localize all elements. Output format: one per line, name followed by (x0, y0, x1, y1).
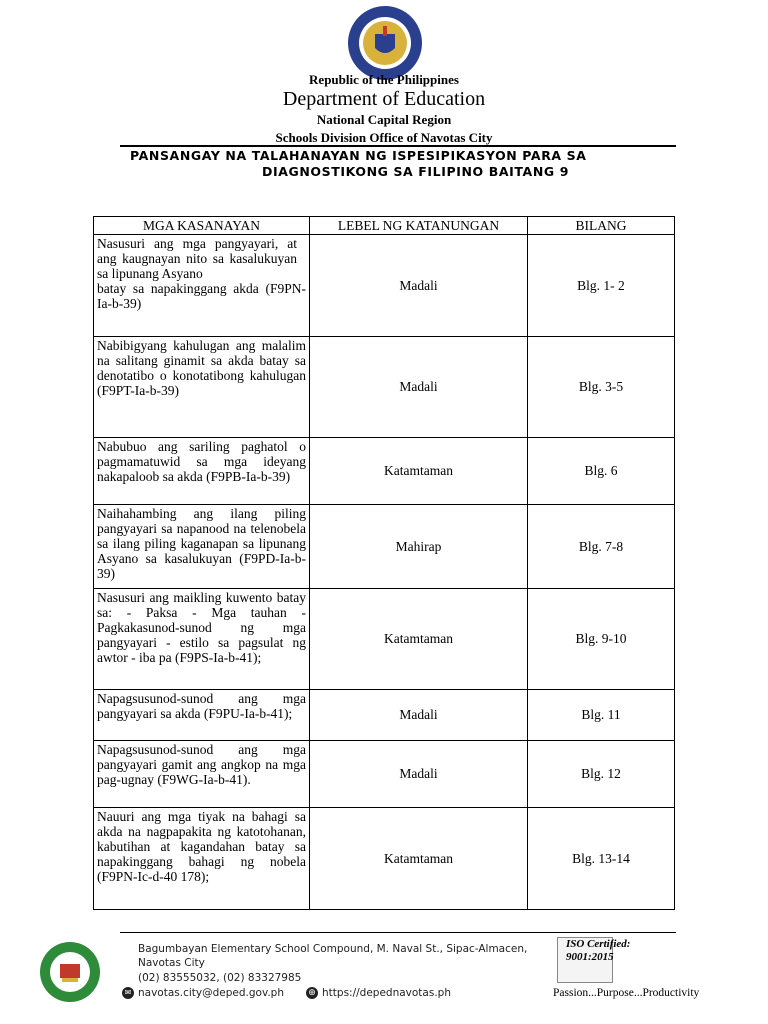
skill-cell (94, 235, 310, 337)
number-cell: Blg. 3-5 (528, 337, 675, 438)
level-cell: Madali (310, 690, 528, 741)
table-row (94, 690, 675, 741)
globe-icon: ⊕ (306, 987, 318, 999)
department-title: Department of Education (282, 88, 486, 110)
iso-certification-label: ISO Certified: 9001:2015 (566, 938, 631, 963)
skill-text-continued: batay sa napakinggang akda (F9PN-Ia-b-39) (97, 281, 306, 311)
number-cell: Blg. 13-14 (528, 808, 675, 910)
table-row (94, 505, 675, 589)
email-link[interactable]: navotas.city@deped.gov.ph (138, 987, 285, 999)
table-header-row (94, 217, 675, 235)
division-label: Schools Division Office of Navotas City (275, 130, 493, 145)
table-row (94, 235, 675, 337)
header-divider (120, 145, 676, 147)
republic-label: Republic of the Philippines (309, 72, 459, 87)
header-item-number: BILANG (528, 217, 675, 235)
level-cell: Madali (310, 337, 528, 438)
header-question-level: LEBEL NG KATANUNGAN (310, 217, 528, 235)
document-title-line2: DIAGNOSTIKONG SA FILIPINO BAITANG 9 (262, 164, 569, 179)
deped-seal (345, 4, 425, 82)
skill-text: Nasusuri ang mga pangyayari, at ang kaugnayan nito sa kasalukuyan sa lipunang Asyano (97, 236, 297, 281)
footer-divider (120, 932, 676, 933)
skill-cell: Nauuri ang mga tiyak na bahagi sa akda na nagpapakita ng katotohanan, kabutihan at kagandahan batay sa napakinggang bahagi ng nobela (F9PN-Ic-d-40 178); (94, 808, 310, 910)
level-cell: Katamtaman (310, 438, 528, 505)
number-cell: Blg. 6 (528, 438, 675, 505)
email-icon: ✉ (122, 987, 134, 999)
skill-cell: Naihahambing ang ilang piling pangyayari sa napanood na telenobela sa ilang piling kaganapan sa lipunang Asyano sa kasalukuyan (F9PD-Ia-b-39) (94, 505, 310, 589)
document-title-line1: PANSANGAY NA TALAHANAYAN NG ISPESIPIKASYON PARA SA (130, 148, 587, 163)
address-line-1: Bagumbayan Elementary School Compound, M. Naval St., Sipac-Almacen, (138, 943, 528, 955)
number-cell: Blg. 1- 2 (528, 235, 675, 337)
level-cell: Mahirap (310, 505, 528, 589)
number-cell: Blg. 9-10 (528, 589, 675, 690)
region-label: National Capital Region (316, 112, 452, 127)
level-cell: Katamtaman (310, 808, 528, 910)
number-cell: Blg. 12 (528, 741, 675, 808)
skill-cell: Nasusuri ang maikling kuwento batay sa: - Paksa - Mga tauhan - Pagkakasunod-sunod ng mga pangyayari - estilo sa pagsulat ng awtor - iba pa (F9PS-Ia-b-41); (94, 589, 310, 690)
table-row (94, 438, 675, 505)
phone-numbers: (02) 83555032, (02) 83327985 (138, 972, 302, 984)
address-line-2: Navotas City (138, 957, 205, 969)
level-cell: Katamtaman (310, 589, 528, 690)
sdo-navotas-logo (38, 940, 102, 1004)
skill-cell: Napagsusunod-sunod ang mga pangyayari sa akda (F9PU-Ia-b-41); (94, 690, 310, 741)
table-row (94, 741, 675, 808)
motto: Passion...Purpose...Productivity (553, 987, 700, 999)
skill-cell: Nabubuo ang sariling paghatol o pagmamatuwid sa mga ideyang nakapaloob sa akda (F9PB-Ia-b-39) (94, 438, 310, 505)
level-cell: Madali (310, 235, 528, 337)
skill-cell: Napagsusunod-sunod ang mga pangyayari gamit ang angkop na mga pag-ugnay (F9WG-Ia-b-41). (94, 741, 310, 808)
skill-cell: Nabibigyang kahulugan ang malalim na salitang ginamit sa akda batay sa denotatibo o konotatibong kahulugan (F9PT-Ia-b-39) (94, 337, 310, 438)
table-row (94, 808, 675, 910)
level-cell: Madali (310, 741, 528, 808)
table-row (94, 337, 675, 438)
number-cell: Blg. 7-8 (528, 505, 675, 589)
number-cell: Blg. 11 (528, 690, 675, 741)
specification-table (93, 216, 675, 910)
contact-row (122, 987, 451, 999)
header-skills: MGA KASANAYAN (94, 217, 310, 235)
table-row (94, 589, 675, 690)
website-link[interactable]: https://depednavotas.ph (322, 987, 451, 999)
